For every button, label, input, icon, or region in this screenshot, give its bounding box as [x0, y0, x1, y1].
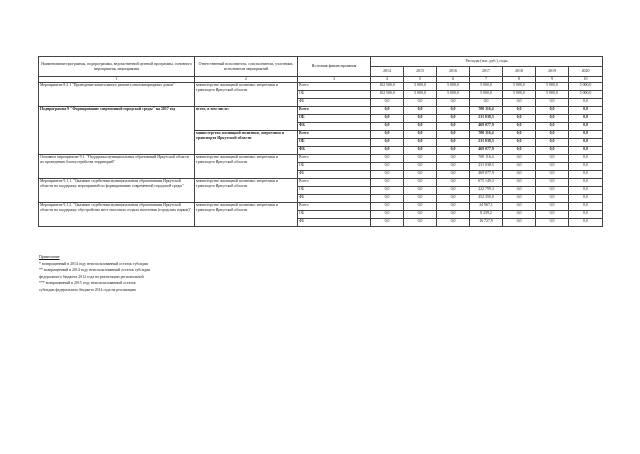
- expense-value: 0,0: [371, 187, 404, 195]
- expense-value: 0,0: [536, 179, 569, 187]
- expense-value: 5 000,0: [437, 91, 470, 99]
- funding-source: ОБ: [298, 139, 371, 147]
- header-year: 2017: [470, 67, 503, 77]
- expense-value: 0,0: [437, 211, 470, 219]
- funding-source: ФБ: [298, 171, 371, 179]
- expense-value: 0,0: [371, 99, 404, 107]
- expense-value: 5 000,0: [569, 91, 603, 99]
- column-index: 8: [503, 77, 536, 83]
- expense-value: 0,0: [569, 131, 603, 139]
- funding-source: Всего: [298, 107, 371, 115]
- funding-source: ФБ: [298, 123, 371, 131]
- expense-value: 231 038,5: [470, 115, 503, 123]
- footnote-line: субсидии федерального бюджета 2014 года на реализацию: [39, 287, 137, 292]
- column-index: 3: [298, 77, 371, 83]
- funding-source: ФБ: [298, 219, 371, 227]
- expense-value: 0,0: [503, 195, 536, 203]
- expense-value: 0,0: [470, 99, 503, 107]
- column-index: 2: [195, 77, 298, 83]
- expense-value: 0,0: [437, 123, 470, 131]
- executor-name: министерство жилищной политики, энергетики и транспорта Иркутской области: [195, 203, 298, 227]
- footnote-line: ** возвращенный в 2014 году неиспользованный остаток субсидии: [39, 268, 151, 273]
- expense-value: 5 000,0: [503, 83, 536, 91]
- funding-source: Всего: [298, 203, 371, 211]
- expense-value: 452 350,0: [470, 195, 503, 203]
- column-index: 1: [39, 77, 195, 83]
- expense-value: 0,0: [536, 115, 569, 123]
- expense-value: 0,0: [371, 171, 404, 179]
- expense-value: 0,0: [503, 219, 536, 227]
- expense-value: 0,0: [569, 203, 603, 211]
- expense-value: 675 149,3: [470, 179, 503, 187]
- header-year: 2016: [437, 67, 470, 77]
- expense-value: 0,0: [371, 155, 404, 163]
- header-year: 2014: [371, 67, 404, 77]
- expense-value: 0,0: [404, 211, 437, 219]
- expense-value: 0,0: [371, 115, 404, 123]
- header-year: 2015: [404, 67, 437, 77]
- expense-value: 0,0: [536, 195, 569, 203]
- executor-name: министерство жилищной политики, энергетики и транспорта Иркутской области: [195, 83, 298, 107]
- expense-value: 0,0: [503, 187, 536, 195]
- expense-value: 0,0: [437, 107, 470, 115]
- expense-value: 0,0: [404, 139, 437, 147]
- expense-value: 222 799,3: [470, 187, 503, 195]
- expense-value: 0,0: [503, 123, 536, 131]
- expense-value: 0,0: [569, 195, 603, 203]
- executor-name: министерство жилищной политики, энергетики и транспорта Иркутской области: [195, 131, 298, 155]
- expense-value: 231 038,5: [470, 163, 503, 171]
- expense-value: 0,0: [503, 131, 536, 139]
- expense-value: 0,0: [404, 187, 437, 195]
- expense-value: 0,0: [569, 147, 603, 155]
- expense-value: 0,0: [371, 211, 404, 219]
- funding-source: ОБ: [298, 91, 371, 99]
- footnote-line: федерального бюджета 2012 года на реализацию региональной: [39, 274, 144, 279]
- expense-value: 0,0: [404, 163, 437, 171]
- header-executor: Ответственный исполнитель, соисполнители, участники, исполнители мероприятий: [195, 57, 298, 77]
- funding-source: Всего: [298, 83, 371, 91]
- table-row: [39, 203, 603, 211]
- expense-value: 0,0: [437, 171, 470, 179]
- column-index: 5: [404, 77, 437, 83]
- expense-value: 700 116,4: [470, 155, 503, 163]
- footnote-line: *** возвращенный в 2015 году неиспользованный остаток: [39, 281, 136, 286]
- expense-value: 5 000,0: [404, 83, 437, 91]
- expense-value: 0,0: [569, 155, 603, 163]
- expense-value: 0,0: [536, 163, 569, 171]
- expense-value: 0,0: [371, 179, 404, 187]
- expense-value: 0,0: [503, 203, 536, 211]
- expense-value: 0,0: [437, 139, 470, 147]
- expense-value: 0,0: [503, 163, 536, 171]
- expense-value: 0,0: [404, 195, 437, 203]
- program-name: Мероприятие 8.2.1 "Проведение капитального ремонта многоквартирных домов": [39, 83, 195, 107]
- expense-value: 5 000,0: [437, 83, 470, 91]
- expense-value: 0,0: [569, 163, 603, 171]
- expense-value: 0,0: [437, 179, 470, 187]
- expense-value: 0,0: [503, 115, 536, 123]
- column-index: 7: [470, 77, 503, 83]
- footnote-line: * возвращенный в 2014 году неиспользованный остаток субсидии: [39, 261, 149, 266]
- expense-value: 0,0: [437, 203, 470, 211]
- expense-value: 0,0: [437, 131, 470, 139]
- expense-value: 0,0: [437, 163, 470, 171]
- expense-value: 0,0: [536, 187, 569, 195]
- expense-value: 0,0: [569, 115, 603, 123]
- expense-value: 0,0: [437, 195, 470, 203]
- expense-value: 0,0: [371, 219, 404, 227]
- table-row: [39, 179, 603, 187]
- program-name: Подпрограмма 9 "Формирование современной городской среды" на 2017 год: [39, 107, 195, 155]
- executor-name: министерство жилищной политики, энергетики и транспорта Иркутской области: [195, 155, 298, 179]
- header-year: 2020: [569, 67, 603, 77]
- expense-value: 0,0: [503, 99, 536, 107]
- expense-value: 0,0: [569, 187, 603, 195]
- expense-value: 469 077,9: [470, 171, 503, 179]
- expense-value: 0,0: [503, 107, 536, 115]
- expense-value: 0,0: [569, 139, 603, 147]
- header-year: 2019: [536, 67, 569, 77]
- funding-source: ОБ: [298, 211, 371, 219]
- expense-value: 0,0: [404, 219, 437, 227]
- expense-value: 0,0: [536, 131, 569, 139]
- expense-value: 0,0: [503, 171, 536, 179]
- expense-value: 24 967,1: [470, 203, 503, 211]
- expense-value: 0,0: [371, 107, 404, 115]
- expense-value: 0,0: [536, 139, 569, 147]
- expense-value: 0,0: [536, 155, 569, 163]
- expense-value: 0,0: [536, 171, 569, 179]
- executor-name: министерство жилищной политики, энергетики и транспорта Иркутской области: [195, 179, 298, 203]
- expense-value: 0,0: [437, 99, 470, 107]
- table-row: [39, 155, 603, 163]
- expense-value: 0,0: [569, 179, 603, 187]
- column-index: 10: [569, 77, 603, 83]
- funding-source: Всего: [298, 155, 371, 163]
- expense-value: 0,0: [536, 211, 569, 219]
- expense-value: 0,0: [404, 171, 437, 179]
- header-year: 2018: [503, 67, 536, 77]
- column-index: 4: [371, 77, 404, 83]
- expense-value: 0,0: [371, 203, 404, 211]
- expense-value: 0,0: [536, 219, 569, 227]
- expense-value: 0,0: [536, 123, 569, 131]
- table-row: [39, 83, 603, 91]
- expense-value: 0,0: [503, 155, 536, 163]
- expense-value: 0,0: [371, 195, 404, 203]
- expense-value: 0,0: [371, 139, 404, 147]
- expense-value: 0,0: [569, 107, 603, 115]
- expense-value: 0,0: [404, 147, 437, 155]
- expense-value: 0,0: [536, 147, 569, 155]
- expense-value: 700 116,4: [470, 107, 503, 115]
- header-name: Наименование программы, подпрограммы, ведомственной целевой программы, основного мероприятия, мероприятия: [39, 57, 195, 77]
- expense-value: 0,0: [404, 115, 437, 123]
- expense-value: 0,0: [503, 139, 536, 147]
- expense-value: 0,0: [437, 147, 470, 155]
- expense-value: 231 038,5: [470, 139, 503, 147]
- expenses-table: [38, 56, 603, 227]
- expense-value: 16 727,9: [470, 219, 503, 227]
- expense-value: 5 000,0: [404, 91, 437, 99]
- executor-name: всего, в том числе:: [195, 107, 298, 131]
- expense-value: 0,0: [503, 211, 536, 219]
- expense-value: 0,0: [404, 203, 437, 211]
- expense-value: 0,0: [404, 107, 437, 115]
- funding-source: ФБ: [298, 147, 371, 155]
- expense-value: 0,0: [371, 123, 404, 131]
- expense-value: 469 077,9: [470, 123, 503, 131]
- expense-value: 102 500,0: [371, 91, 404, 99]
- expense-value: 469 077,9: [470, 147, 503, 155]
- expense-value: 5 000,0: [503, 91, 536, 99]
- expense-value: 0,0: [536, 99, 569, 107]
- expense-value: 0,0: [437, 187, 470, 195]
- expense-value: 102 500,0: [371, 83, 404, 91]
- column-index: 6: [437, 77, 470, 83]
- expense-value: 8 239,2: [470, 211, 503, 219]
- funding-source: ОБ: [298, 163, 371, 171]
- expense-value: 700 116,4: [470, 131, 503, 139]
- expense-value: 5 000,0: [536, 83, 569, 91]
- expense-value: 0,0: [371, 163, 404, 171]
- header-source: Источник финансирования: [298, 57, 371, 77]
- expense-value: 0,0: [569, 99, 603, 107]
- expense-value: 0,0: [569, 211, 603, 219]
- expense-value: 0,0: [371, 131, 404, 139]
- funding-source: Всего: [298, 179, 371, 187]
- program-name: Основное мероприятие 9.1. "Поддержка муниципальных образований Иркутской области по проведению благоустройства территорий": [39, 155, 195, 179]
- expense-value: 0,0: [437, 219, 470, 227]
- funding-source: ОБ: [298, 187, 371, 195]
- expense-value: 0,0: [404, 179, 437, 187]
- funding-source: ФБ: [298, 195, 371, 203]
- expense-value: 0,0: [503, 147, 536, 155]
- table-row: [39, 107, 603, 115]
- funding-source: ФБ: [298, 99, 371, 107]
- expense-value: 5 000,0: [470, 91, 503, 99]
- program-name: Мероприятие 9.1.2. "Оказание содействия муниципальным образованиям Иркутской области на поддержку обустройства мест массового отдыха населения (городских парков)": [39, 203, 195, 227]
- program-name: Мероприятие 9.1.1. "Оказание содействия муниципальным образованиям Иркутской области на поддержку мероприятий по формированию современной городской среды": [39, 179, 195, 203]
- expense-value: 0,0: [404, 123, 437, 131]
- expense-value: 0,0: [404, 155, 437, 163]
- expense-value: 0,0: [437, 155, 470, 163]
- expense-value: 5 000,0: [470, 83, 503, 91]
- funding-source: ОБ: [298, 115, 371, 123]
- expense-value: 5 000,0: [536, 91, 569, 99]
- column-index: 9: [536, 77, 569, 83]
- expense-value: 0,0: [569, 123, 603, 131]
- expense-value: 0,0: [536, 107, 569, 115]
- expense-value: 0,0: [569, 171, 603, 179]
- expense-value: 0,0: [503, 179, 536, 187]
- header-expenses: Расходы (тыс. руб.), годы: [371, 57, 603, 67]
- expense-value: 0,0: [569, 219, 603, 227]
- expense-value: 5 000,0: [569, 83, 603, 91]
- footnotes-title: Примечание: [39, 255, 60, 259]
- expense-value: 0,0: [437, 115, 470, 123]
- expense-value: 0,0: [371, 147, 404, 155]
- expense-value: 0,0: [536, 203, 569, 211]
- funding-source: Всего: [298, 131, 371, 139]
- footnotes: [39, 254, 150, 294]
- expense-value: 0,0: [404, 131, 437, 139]
- expense-value: 0,0: [404, 99, 437, 107]
